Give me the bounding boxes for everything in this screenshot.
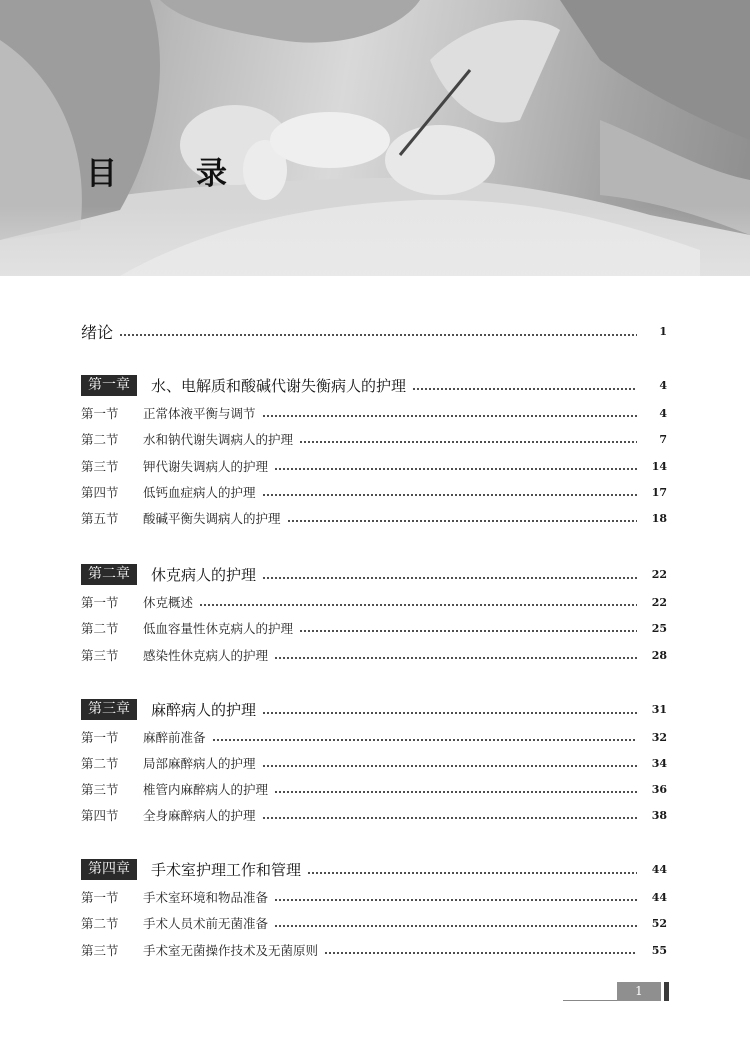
page-number: 55 [651,943,667,957]
section-title: 手术人员术前无菌准备 [143,916,269,931]
toc-section[interactable] [81,941,667,959]
footer-accent-bar [664,982,669,1001]
toc-section[interactable] [81,914,667,932]
page-number: 7 [659,432,667,446]
section-number: 第二节 [81,432,119,447]
leader-dots [287,520,637,522]
toc-section[interactable] [81,593,667,611]
leader-dots [262,765,637,767]
page-number: 17 [651,485,667,499]
section-title: 低钙血症病人的护理 [143,485,256,500]
toc-intro[interactable] [81,320,667,343]
section-title: 麻醉前准备 [143,730,206,745]
intro-title: 绪论 [81,323,114,342]
toc-chapter[interactable] [81,859,667,880]
toc-section[interactable] [81,457,667,475]
toc-chapter[interactable] [81,375,667,396]
section-number: 第二节 [81,756,119,771]
page-number: 36 [651,782,667,796]
leader-dots [299,441,637,443]
section-title: 低血容量性休克病人的护理 [143,621,294,636]
header-banner [0,0,750,276]
leader-dots [199,604,637,606]
section-number: 第一节 [81,595,119,610]
section-number: 第二节 [81,916,119,931]
page-number: 22 [651,595,667,609]
page-number: 32 [651,730,667,744]
section-title: 水和钠代谢失调病人的护理 [143,432,294,447]
page-number: 44 [651,863,667,876]
section-number: 第三节 [81,459,119,474]
page-number: 44 [651,890,667,904]
page-number: 25 [651,621,667,635]
page-number: 38 [651,808,667,822]
section-title: 感染性休克病人的护理 [143,648,269,663]
section-title: 椎管内麻醉病人的护理 [143,782,269,797]
page-number: 14 [651,459,667,473]
leader-dots [274,925,637,927]
section-title: 手术室无菌操作技术及无菌原则 [143,943,319,958]
chapter-title: 休克病人的护理 [151,566,257,584]
toc-section[interactable] [81,780,667,798]
toc-section[interactable] [81,509,667,527]
section-title: 手术室环境和物品准备 [143,890,269,905]
page-number: 52 [651,916,667,930]
section-number: 第一节 [81,730,119,745]
leader-dots [262,415,637,417]
leader-dots [262,817,637,819]
toc-section[interactable] [81,646,667,664]
toc-section[interactable] [81,619,667,637]
toc-chapter[interactable] [81,564,667,585]
section-number: 第五节 [81,511,119,526]
chapter-title: 麻醉病人的护理 [151,701,257,719]
section-number: 第一节 [81,406,119,421]
page-number: 4 [659,379,667,392]
toc-chapter[interactable] [81,699,667,720]
section-number: 第一节 [81,890,119,905]
footer-page-number: 1 [617,982,661,1001]
chapter-title: 水、电解质和酸碱代谢失衡病人的护理 [151,377,407,395]
leader-dots [307,872,637,874]
section-title: 钾代谢失调病人的护理 [143,459,269,474]
section-number: 第三节 [81,782,119,797]
chapter-number: 第一章 [81,375,137,396]
leader-dots [274,791,637,793]
page-number: 22 [651,568,667,581]
toc-section[interactable] [81,430,667,448]
page-number: 34 [651,756,667,770]
leader-dots [262,712,637,714]
section-number: 第三节 [81,943,119,958]
leader-dots [274,468,637,470]
section-title: 酸碱平衡失调病人的护理 [143,511,281,526]
section-number: 第四节 [81,808,119,823]
leader-dots [412,388,637,390]
banner-fade [0,206,750,276]
footer-rule [563,1000,617,1001]
leader-dots [262,494,637,496]
leader-dots [262,577,637,579]
section-number: 第三节 [81,648,119,663]
leader-dots [274,899,637,901]
page-number: 18 [651,511,667,525]
leader-dots [324,952,637,954]
page-number: 28 [651,648,667,662]
section-title: 休克概述 [143,595,194,610]
section-number: 第二节 [81,621,119,636]
page-title: 目 录 [86,156,251,192]
toc-section[interactable] [81,728,667,746]
chapter-number: 第二章 [81,564,137,585]
chapter-title: 手术室护理工作和管理 [151,861,302,879]
toc-section[interactable] [81,806,667,824]
chapter-number: 第三章 [81,699,137,720]
toc-section[interactable] [81,754,667,772]
page-number: 4 [659,406,667,420]
page-number: 31 [651,703,667,716]
toc-section[interactable] [81,888,667,906]
toc-section[interactable] [81,483,667,501]
section-title: 局部麻醉病人的护理 [143,756,256,771]
chapter-number: 第四章 [81,859,137,880]
section-title: 正常体液平衡与调节 [143,406,256,421]
page-number: 1 [659,325,667,338]
leader-dots [299,630,637,632]
leader-dots [274,657,637,659]
leader-dots [212,739,637,741]
section-title: 全身麻醉病人的护理 [143,808,256,823]
toc-section[interactable] [81,404,667,422]
section-number: 第四节 [81,485,119,500]
leader-dots [119,334,637,336]
